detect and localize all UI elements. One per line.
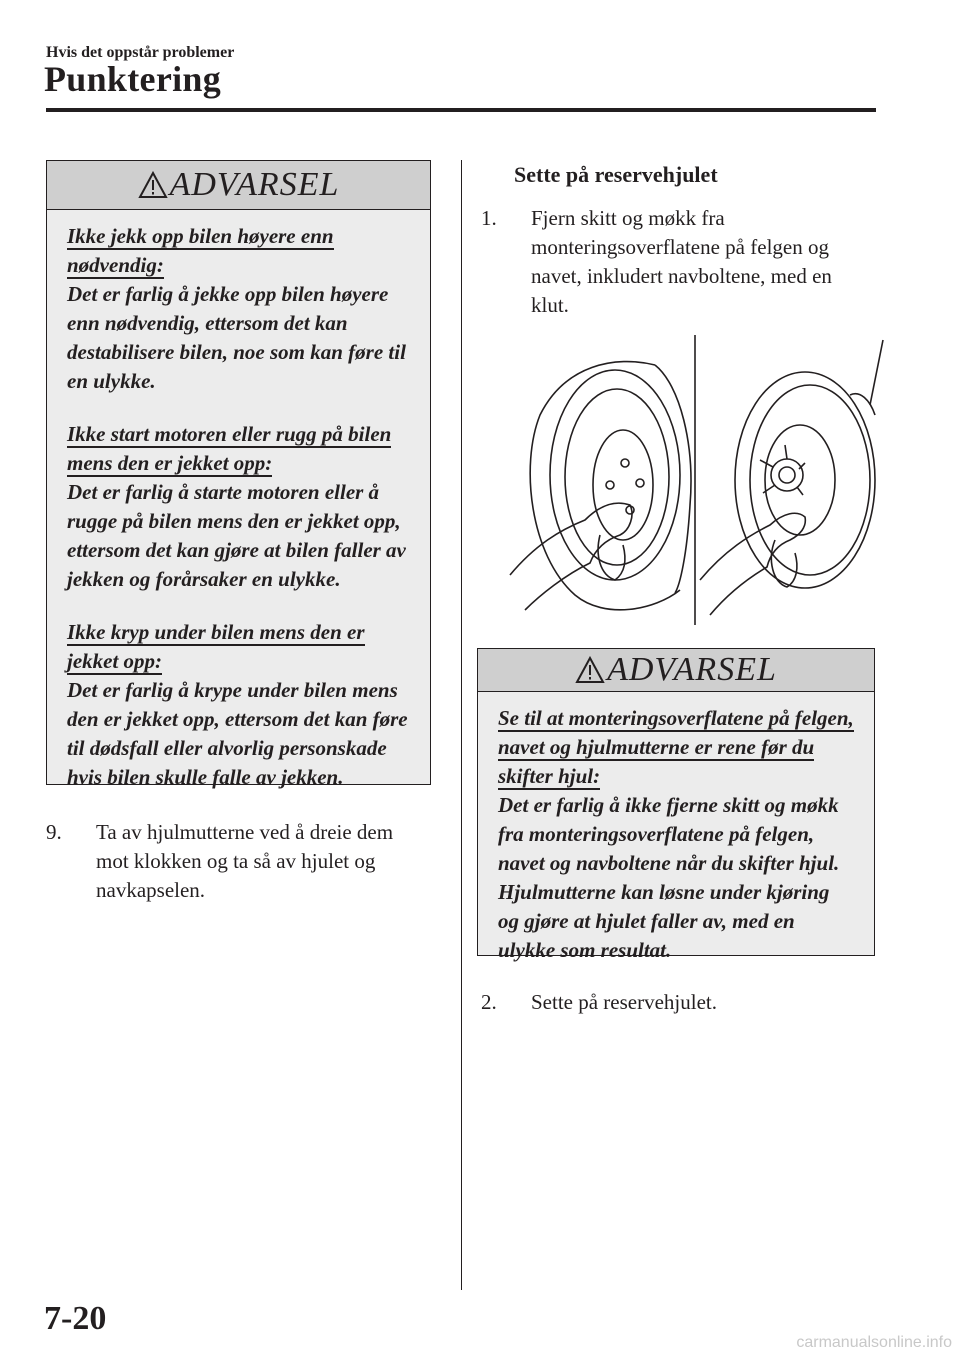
warning-triangle-icon <box>138 171 168 199</box>
warning-item-title: Ikke kryp under bilen mens den er jekket opp: <box>67 620 365 673</box>
section-header: Hvis det oppstår problemer <box>46 44 235 61</box>
step-9 <box>46 818 416 905</box>
warning-box-left <box>46 160 431 789</box>
step-text: Fjern skitt og møkk fra monteringsoverflatene på felgen og navet, inkludert navboltene, med en klut. <box>531 206 832 317</box>
step-number: 9. <box>46 820 62 844</box>
warning-item-text: Det er farlig å jekke opp bilen høyere enn nødvendig, ettersom det kan destabilisere bilen, noe som kan føre til en ulykke. <box>67 282 406 393</box>
warning-item <box>67 420 410 594</box>
step-number: 2. <box>481 990 497 1014</box>
step-number: 1. <box>481 206 497 230</box>
warning-item-title: Se til at monteringsoverflatene på felgen, navet og hjulmutterne er rene før du skifter hjul: <box>498 706 854 788</box>
section-subheading: Sette på reservehjulet <box>514 162 718 187</box>
step-1 <box>481 204 861 320</box>
page-number: 7-20 <box>44 1300 107 1337</box>
page-title: Punktering <box>44 59 222 99</box>
warning-triangle-icon <box>575 656 605 684</box>
warning-item-title: Ikke start motoren eller rugg på bilen mens den er jekket opp: <box>67 422 392 475</box>
wheel-cleaning-illustration <box>505 335 885 625</box>
warning-header <box>47 161 430 210</box>
watermark: carmanualsonline.info <box>796 1334 952 1351</box>
warning-item-text: Det er farlig å krype under bilen mens den er jekket opp, ettersom det kan føre til dødsfall eller alvorlig personskade hvis bilen skulle falle av jekken. <box>67 678 408 789</box>
warning-item-title: Ikke jekk opp bilen høyere enn nødvendig: <box>67 224 334 277</box>
title-rule <box>46 108 876 112</box>
warning-item <box>498 704 854 965</box>
warning-item <box>67 222 410 396</box>
step-text: Sette på reservehjulet. <box>531 990 718 1014</box>
warning-item-text: Det er farlig å starte motoren eller å rugge på bilen mens den er jekket opp, ettersom det kan gjøre at bilen faller av jekken og forårsaker en ulykke. <box>67 480 406 591</box>
warning-body <box>47 210 430 792</box>
warning-header <box>478 649 874 692</box>
warning-box-right <box>477 648 875 962</box>
step-text: Ta av hjulmutterne ved å dreie dem mot klokken og ta så av hjulet og navkapselen. <box>96 820 394 902</box>
warning-heading: ADVARSEL <box>169 166 340 203</box>
column-divider <box>461 160 462 1290</box>
warning-item-text: Det er farlig å ikke fjerne skitt og møkk fra monteringsoverflatene på felgen, navet og navboltene når du skifter hjul. Hjulmutterne kan løsne under kjøring og gjøre at hjulet faller av, med en ulykke som resultat. <box>498 793 840 962</box>
warning-heading: ADVARSEL <box>607 651 777 688</box>
warning-body <box>478 692 874 965</box>
warning-item <box>67 618 410 792</box>
step-2 <box>481 988 861 1017</box>
